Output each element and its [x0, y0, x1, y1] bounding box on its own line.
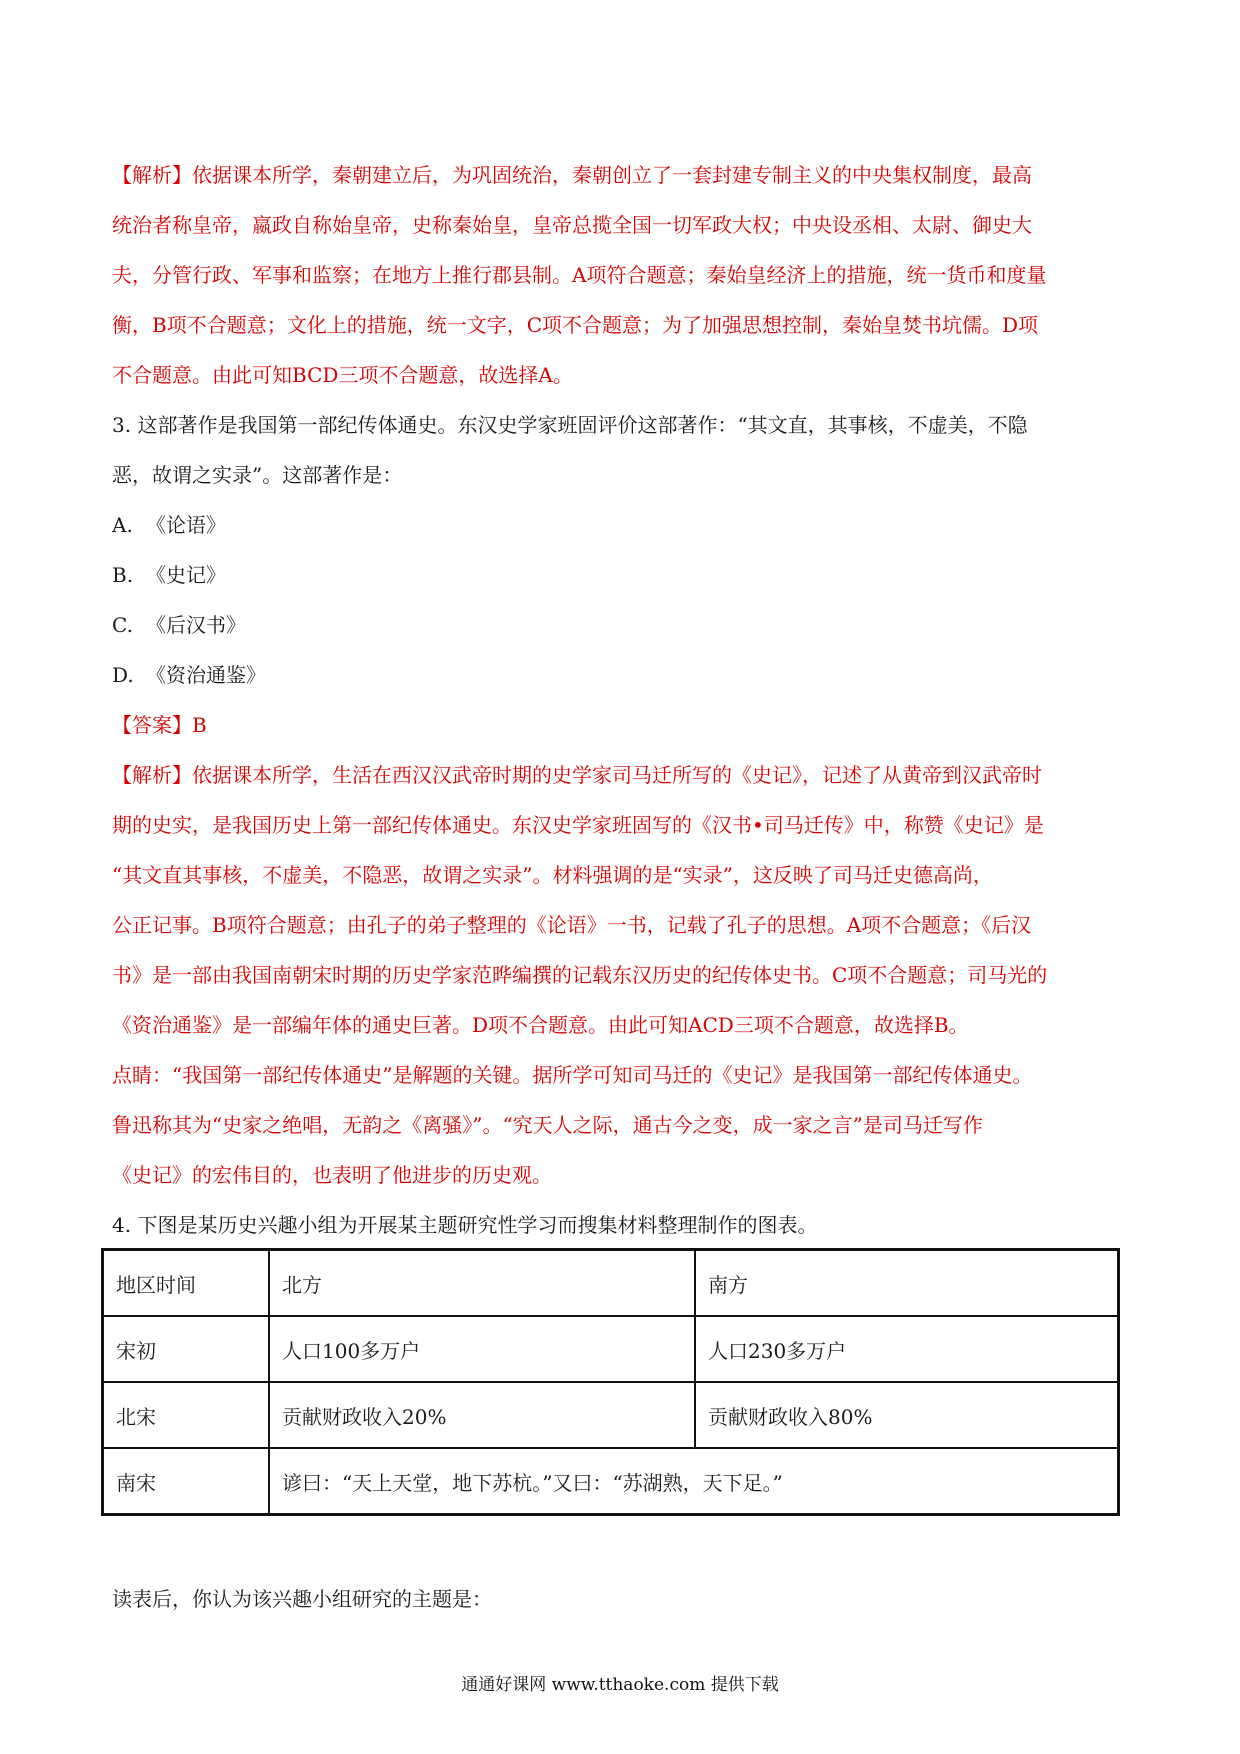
table-cell: 北宋 [103, 1382, 270, 1448]
question-stem-line: 恶，故谓之实录”。这部著作是： [112, 463, 403, 487]
analysis-line: 统治者称皇帝，嬴政自称始皇帝，史称秦始皇，皇帝总揽全国一切军政大权；中央设丞相、太尉、御史大 [112, 213, 1032, 237]
analysis-line: 【解析】依据课本所学，秦朝建立后，为巩固统治，秦朝创立了一套封建专制主义的中央集权制度，最高 [112, 163, 1032, 187]
analysis-line: “其文直其事核，不虚美，不隐恶，故谓之实录”。材料强调的是“实录”，这反映了司马迁史德高尚， [112, 863, 993, 887]
hint-line: 点睛：“我国第一部纪传体通史”是解题的关键。据所学可知司马迁的《史记》是我国第一部纪传体通史。 [112, 1063, 1033, 1087]
table-row [103, 1316, 1119, 1382]
table-row [103, 1250, 1119, 1317]
analysis-line: 期的史实，是我国历史上第一部纪传体通史。东汉史学家班固写的《汉书•司马迁传》中，称赞《史记》是 [112, 813, 1044, 837]
question-4-stem: 4. 下图是某历史兴趣小组为开展某主题研究性学习而搜集材料整理制作的图表。 [112, 1213, 818, 1237]
table-cell: 南方 [695, 1250, 1119, 1317]
option-c [112, 600, 1132, 650]
table-cell: 贡献财政收入80% [695, 1382, 1119, 1448]
analysis-line: 【解析】依据课本所学，生活在西汉汉武帝时期的史学家司马迁所写的《史记》，记述了从黄帝到汉武帝时 [112, 763, 1042, 787]
option-letter: A. [112, 513, 133, 537]
option-d [112, 650, 1132, 700]
table-cell: 人口100多万户 [269, 1316, 695, 1382]
option-text: 《资治通鉴》 [146, 663, 266, 687]
table-cell: 北方 [269, 1250, 695, 1317]
option-b [112, 550, 1132, 600]
table-cell: 地区时间 [103, 1250, 270, 1317]
analysis-line: 《资治通鉴》是一部编年体的通史巨著。D项不合题意。由此可知ACD三项不合题意，故选择B。 [112, 1013, 969, 1037]
option-text: 《后汉书》 [146, 613, 246, 637]
option-a [112, 500, 1132, 550]
option-letter: B. [112, 563, 134, 587]
table-cell: 宋初 [103, 1316, 270, 1382]
table-cell: 人口230多万户 [695, 1316, 1119, 1382]
table-row [103, 1448, 1119, 1515]
prev-analysis [112, 150, 1132, 400]
analysis-line: 不合题意。由此可知BCD三项不合题意，故选择A。 [112, 363, 573, 387]
table-row [103, 1382, 1119, 1448]
option-letter: C. [112, 613, 133, 637]
data-table [101, 1248, 1120, 1516]
analysis-line: 夫，分管行政、军事和监察；在地方上推行郡县制。A项符合题意；秦始皇经济上的措施，统一货币和度量 [112, 263, 1047, 287]
table-cell: 南宋 [103, 1448, 270, 1515]
hint-line: 鲁迅称其为“史家之绝唱，无韵之《离骚》”。“究天人之际，通古今之变，成一家之言”是司马迁写作 [112, 1113, 983, 1137]
page-footer: 通通好课网 www.tthaoke.com 提供下载 [461, 1675, 779, 1695]
option-text: 《史记》 [146, 563, 226, 587]
analysis-line: 衡，B项不合题意；文化上的措施，统一文字，C项不合题意；为了加强思想控制，秦始皇焚书坑儒。D项 [112, 313, 1039, 337]
analysis-line: 书》是一部由我国南朝宋时期的历史学家范晔编撰的记载东汉历史的纪传体史书。C项不合题意；司马光的 [112, 963, 1048, 987]
table-cell: 贡献财政收入20% [269, 1382, 695, 1448]
table-cell: 谚曰：“天上天堂，地下苏杭。”又曰：“苏湖熟，天下足。” [269, 1448, 1119, 1515]
page-body [112, 150, 1132, 1250]
question-stem-line: 3. 这部著作是我国第一部纪传体通史。东汉史学家班固评价这部著作：“其文直，其事核，不虚美，不隐 [112, 413, 1028, 437]
analysis-line: 公正记事。B项符合题意；由孔子的弟子整理的《论语》一书，记载了孔子的思想。A项不合题意；《后汉 [112, 913, 1032, 937]
follow-up-question: 读表后，你认为该兴趣小组研究的主题是： [112, 1587, 492, 1611]
question-3 [112, 400, 1132, 1200]
hint-line: 《史记》的宏伟目的，也表明了他进步的历史观。 [112, 1163, 552, 1187]
option-text: 《论语》 [146, 513, 226, 537]
option-letter: D. [112, 663, 134, 687]
answer-line: 【答案】B [112, 713, 207, 737]
